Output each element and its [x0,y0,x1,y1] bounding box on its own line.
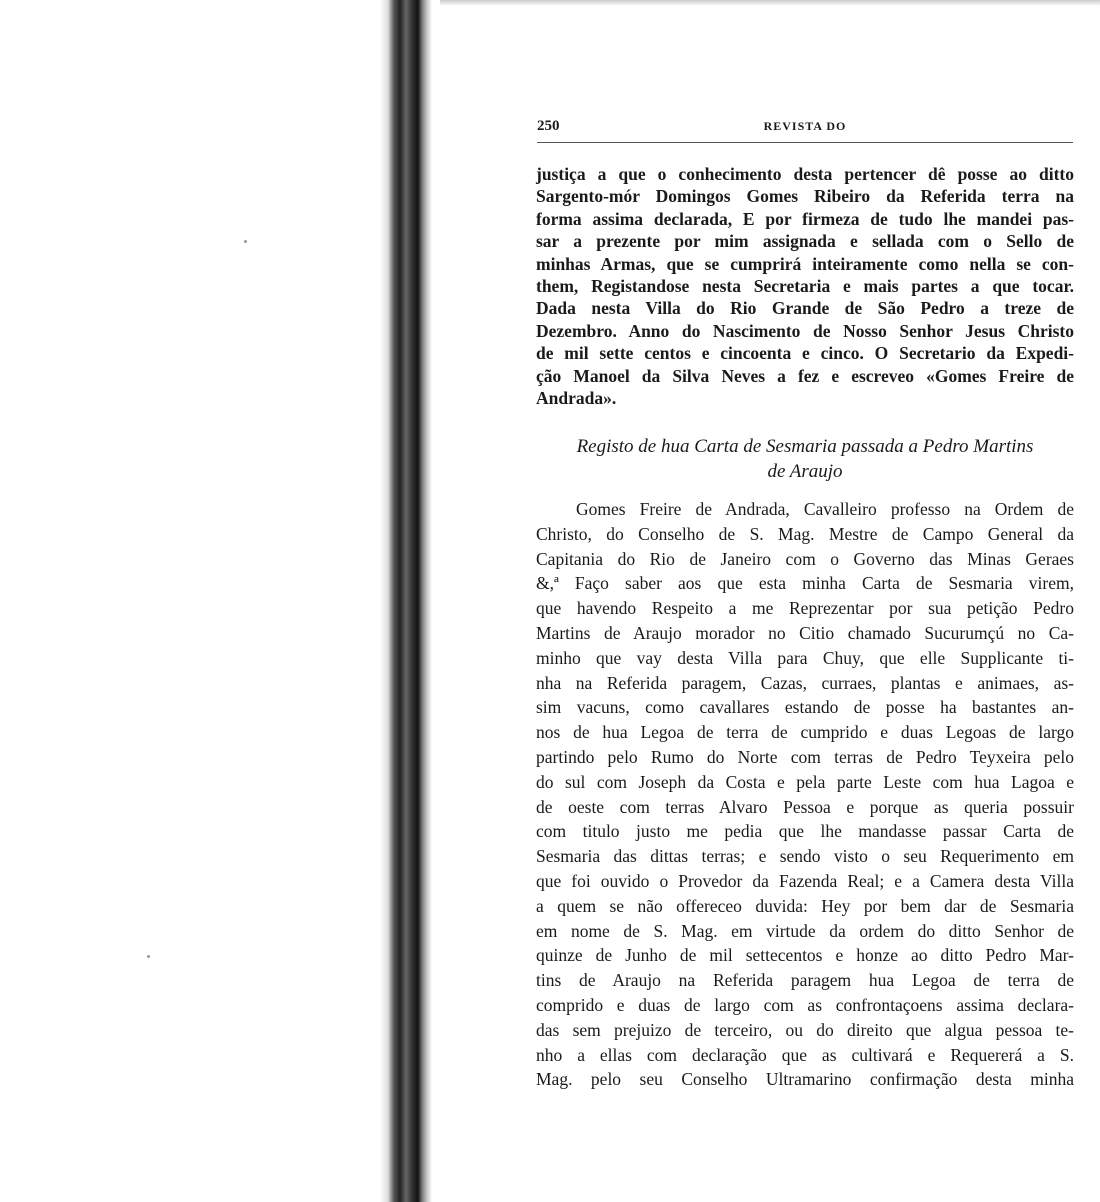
heading-line: Registo de hua Carta de Sesmaria passada a Pedro Martins [576,436,1034,457]
text-line: de mil sette centos e cincoenta e cinco. O Secretario da Expedi- [536,343,1074,364]
text-line: nho a ellas com declaração que as cultivará e Requererá a S. [536,1044,1074,1065]
text-line: a quem se não offereceo duvida: Hey por bem dar de Sesmaria [536,895,1074,916]
page-header [537,118,1073,138]
text-line: Martins de Araujo morador no Citio chamado Sucurumçú no Ca- [536,622,1074,643]
text-line: Dada nesta Villa do Rio Grande de São Pedro a treze de [536,298,1074,319]
text-line: com titulo justo me pedia que lhe mandasse passar Carta de [536,821,1074,842]
text-line: them, Registandose nesta Secretaria e mais partes a que tocar. [536,275,1074,296]
text-line: nha na Referida paragem, Cazas, curraes, plantas e animaes, as- [536,672,1074,693]
paragraph-2 [536,497,1074,1092]
text-line: justiça a que o conhecimento desta pertencer dê posse ao ditto [536,164,1074,184]
text-line: quinze de Junho de mil settecentos e honze ao ditto Pedro Mar- [536,945,1074,966]
text-line: em nome de S. Mag. em virtude da ordem do ditto Senhor de [536,920,1074,941]
book-binding-gutter [380,0,440,1202]
page-top-edge [440,0,1100,6]
text-line: que havendo Respeito a me Reprezentar por sua petição Pedro [536,598,1074,619]
page-number: 250 [537,118,560,134]
text-line: Capitania do Rio de Janeiro com o Governo das Minas Geraes [536,548,1074,569]
text-line: Dezembro. Anno do Nascimento de Nosso Senhor Jesus Christo [536,320,1074,341]
text-line: sar a prezente por mim assignada e sellada com o Sello de [536,231,1074,252]
text-line: de oeste com terras Alvaro Pessoa e porque as queria possuir [536,796,1074,817]
text-line: Sesmaria das dittas terras; e sendo visto o seu Requerimento em [536,846,1074,867]
section-heading [536,434,1074,484]
text-line: do sul com Joseph da Costa e pela parte Leste com hua Lagoa e [536,771,1074,792]
heading-line: de Araujo [767,461,843,482]
text-line: minho que vay desta Villa para Chuy, que elle Supplicante ti- [536,647,1074,668]
text-line: minhas Armas, que se cumprirá inteiramente como nella se con- [536,253,1074,274]
text-line: sim vacuns, como cavallares estando de posse ha bastantes an- [536,697,1074,718]
text-line: nos de hua Legoa de terra de cumprido e duas Legoas de largo [536,722,1074,743]
text-line: das sem prejuizo de terceiro, ou do direito que algua pessoa te- [536,1019,1074,1040]
text-line: &,ª Faço saber aos que esta minha Carta de Sesmaria virem, [536,573,1074,594]
text-line: Gomes Freire de Andrada, Cavalleiro professo na Ordem de [576,499,1074,519]
text-line: partindo pelo Rumo do Norte com terras de Pedro Teyxeira pelo [536,746,1074,767]
text-line: Andrada». [536,387,617,408]
paragraph-1 [536,163,1074,409]
header-rule [537,142,1073,143]
text-line: Sargento-mór Domingos Gomes Ribeiro da Referida terra na [536,186,1074,207]
text-line: Mag. pelo seu Conselho Ultramarino confirmação desta minha [536,1069,1074,1090]
running-head: REVISTA DO [763,119,847,133]
text-line: comprido e duas de largo com as confrontaçoens assima declara- [536,994,1074,1015]
text-line: tins de Araujo na Referida paragem hua Legoa de terra de [536,970,1074,991]
text-line: que foi ouvido o Provedor da Fazenda Real; e a Camera desta Villa [536,870,1074,891]
scan-speck [244,240,247,243]
scan-speck [147,955,150,958]
text-line: ção Manoel da Silva Neves a fez e escreveo «Gomes Freire de [536,365,1074,386]
text-line: Christo, do Conselho de S. Mag. Mestre de Campo General da [536,523,1074,544]
text-line: forma assima declarada, E por firmeza de tudo lhe mandei pas- [536,208,1074,229]
